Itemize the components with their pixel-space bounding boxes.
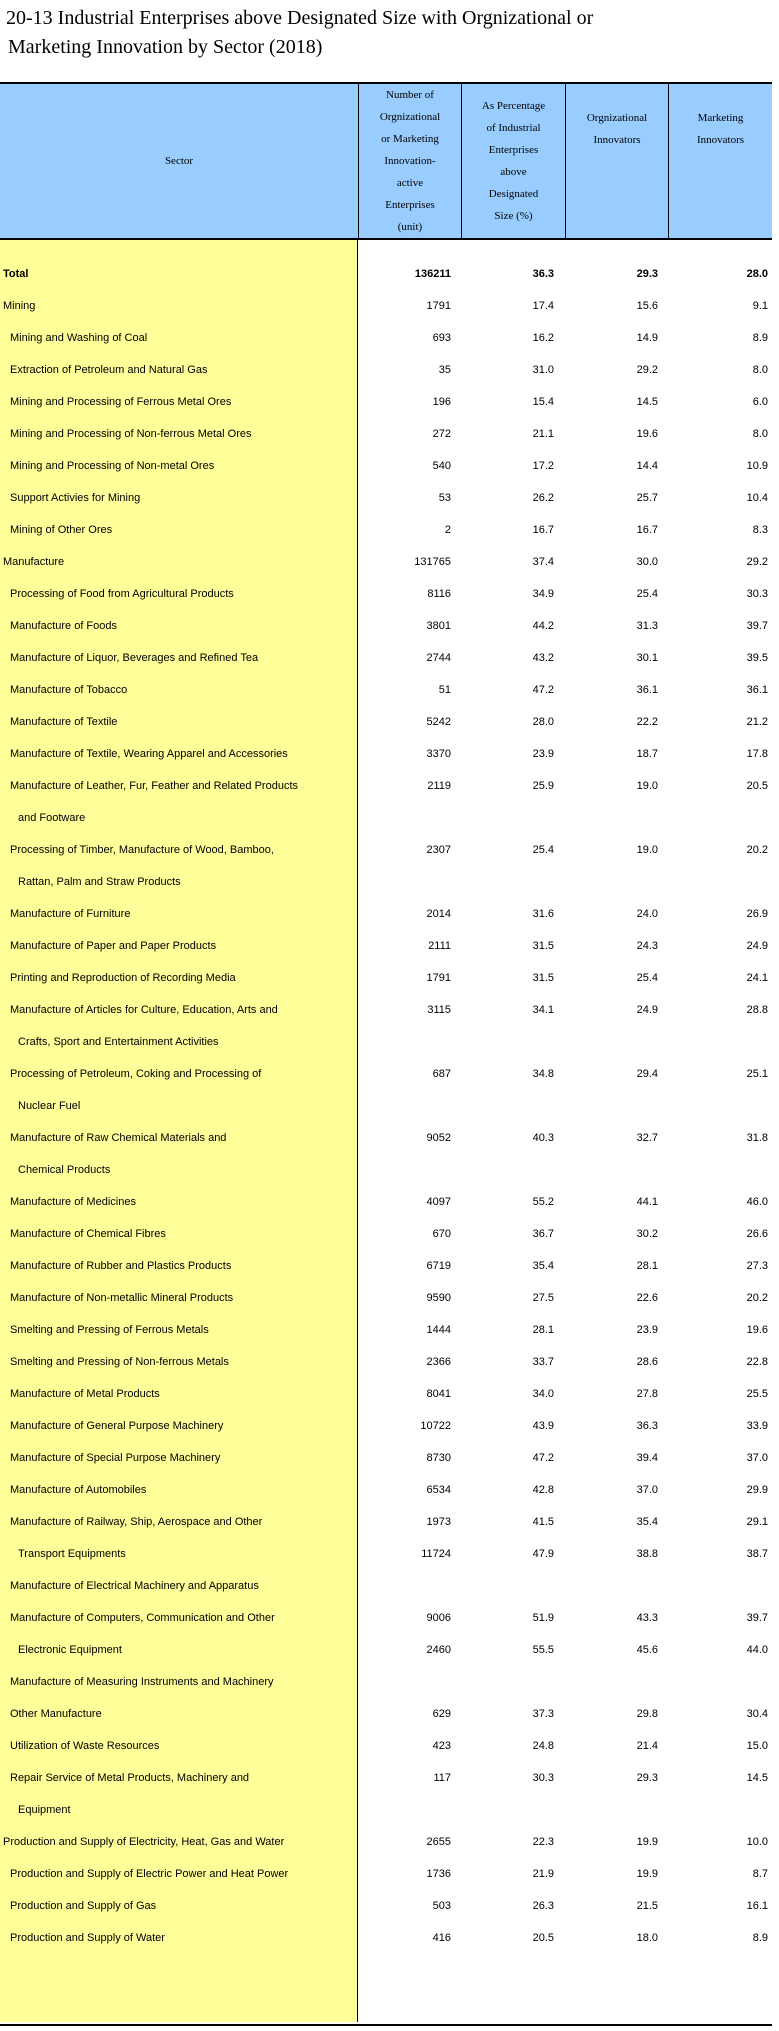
table-header (0, 84, 772, 240)
table-row (0, 738, 772, 770)
table-row (0, 1890, 772, 1922)
enterprise-count-cell: 693 (432, 332, 451, 344)
table-row (0, 610, 772, 642)
sector-name-continued: and Footware (18, 812, 86, 824)
percentage-cell: 36.3 (532, 268, 554, 280)
marketing-innovators-cell: 26.9 (746, 908, 768, 920)
organizational-innovators-cell: 29.4 (636, 1068, 658, 1080)
marketing-innovators-cell: 25.5 (746, 1388, 768, 1400)
percentage-cell: 15.4 (532, 396, 554, 408)
enterprise-count-cell: 196 (432, 396, 451, 408)
sector-name: Total (3, 268, 29, 280)
organizational-innovators-cell: 36.3 (636, 1420, 658, 1432)
sector-name: Manufacture of General Purpose Machinery (10, 1420, 224, 1432)
enterprise-count-cell: 136211 (414, 268, 451, 280)
enterprise-count-cell: 8116 (427, 588, 451, 600)
enterprise-count-cell: 2 (444, 524, 451, 536)
sector-name: Manufacture of Non-metallic Mineral Products (10, 1292, 234, 1304)
sector-name: Manufacture of Computers, Communication and Other (10, 1612, 275, 1624)
organizational-innovators-cell: 19.9 (636, 1836, 658, 1848)
marketing-innovators-cell: 37.0 (746, 1452, 768, 1464)
sector-name: Manufacture of Railway, Ship, Aerospace and Other (10, 1516, 263, 1528)
organizational-innovators-cell: 43.3 (636, 1612, 658, 1624)
percentage-cell: 20.5 (532, 1932, 554, 1944)
marketing-innovators-cell: 10.4 (746, 492, 768, 504)
organizational-innovators-cell: 25.7 (636, 492, 658, 504)
percentage-cell: 35.4 (532, 1260, 554, 1272)
sector-name: Transport Equipments (18, 1548, 126, 1560)
enterprise-count-cell: 6534 (426, 1484, 451, 1496)
table-row (0, 1922, 772, 1954)
marketing-innovators-cell: 29.2 (746, 556, 768, 568)
marketing-innovators-cell: 39.5 (746, 652, 768, 664)
sector-name: Support Activies for Mining (10, 492, 141, 504)
sector-name: Production and Supply of Electric Power and Heat Power (10, 1868, 289, 1880)
marketing-innovators-cell: 20.2 (746, 1292, 768, 1304)
percentage-cell: 42.8 (532, 1484, 554, 1496)
table-row (0, 1858, 772, 1890)
marketing-innovators-cell: 30.3 (746, 588, 768, 600)
enterprise-count-cell: 687 (432, 1068, 451, 1080)
table-row (0, 1730, 772, 1762)
percentage-cell: 28.1 (532, 1324, 554, 1336)
table-row (0, 1538, 772, 1570)
percentage-cell: 25.4 (532, 844, 554, 856)
enterprise-count-cell: 2744 (426, 652, 451, 664)
percentage-cell: 36.7 (532, 1228, 554, 1240)
marketing-innovators-cell: 29.1 (746, 1516, 768, 1528)
table-row (0, 1410, 772, 1442)
marketing-innovators-cell: 8.7 (752, 1868, 768, 1880)
sector-name-continued: Rattan, Palm and Straw Products (18, 876, 181, 888)
sector-name: Manufacture of Textile (10, 716, 118, 728)
percentage-cell: 34.1 (532, 1004, 554, 1016)
table-row (0, 1826, 772, 1858)
organizational-innovators-cell: 39.4 (636, 1452, 658, 1464)
organizational-innovators-cell: 36.1 (636, 684, 658, 696)
table-row (0, 1698, 772, 1730)
enterprise-count-cell: 540 (432, 460, 451, 472)
sector-name: Production and Supply of Gas (10, 1900, 157, 1912)
percentage-cell: 25.9 (532, 780, 554, 792)
marketing-innovators-cell: 29.9 (746, 1484, 768, 1496)
enterprise-count-cell: 8041 (426, 1388, 451, 1400)
marketing-innovators-cell: 9.1 (752, 300, 768, 312)
table-row (0, 1666, 772, 1698)
sector-name: Mining of Other Ores (10, 524, 113, 536)
enterprise-count-cell: 6719 (426, 1260, 451, 1272)
table-row (0, 706, 772, 738)
enterprise-count-cell: 2014 (426, 908, 451, 920)
organizational-innovators-cell: 28.6 (636, 1356, 658, 1368)
organizational-innovators-cell: 25.4 (636, 972, 658, 984)
organizational-innovators-cell: 18.7 (636, 748, 658, 760)
organizational-innovators-cell: 35.4 (636, 1516, 658, 1528)
enterprise-count-cell: 1736 (426, 1868, 451, 1880)
organizational-innovators-cell: 22.2 (636, 716, 658, 728)
table-row (0, 1186, 772, 1218)
marketing-innovators-cell: 46.0 (746, 1196, 768, 1208)
enterprise-count-cell: 4097 (426, 1196, 451, 1208)
percentage-cell: 30.3 (532, 1772, 554, 1784)
sector-name: Other Manufacture (10, 1708, 102, 1720)
organizational-innovators-cell: 25.4 (636, 588, 658, 600)
percentage-cell: 55.2 (532, 1196, 554, 1208)
organizational-innovators-cell: 29.3 (636, 268, 658, 280)
sector-name: Mining (3, 300, 36, 312)
organizational-innovators-cell: 21.4 (636, 1740, 658, 1752)
percentage-cell: 47.9 (532, 1548, 554, 1560)
organizational-innovators-cell: 30.0 (636, 556, 658, 568)
enterprise-count-cell: 272 (432, 428, 451, 440)
table-row (0, 1122, 772, 1186)
percentage-cell: 26.3 (532, 1900, 554, 1912)
organizational-innovators-cell: 19.0 (636, 780, 658, 792)
enterprise-count-cell: 2307 (426, 844, 451, 856)
organizational-innovators-cell: 14.9 (636, 332, 658, 344)
organizational-innovators-cell: 16.7 (636, 524, 658, 536)
marketing-innovators-cell: 16.1 (746, 1900, 768, 1912)
enterprise-count-cell: 3115 (427, 1004, 451, 1016)
percentage-cell: 21.1 (532, 428, 554, 440)
marketing-innovators-cell: 28.8 (746, 1004, 768, 1016)
percentage-cell: 37.3 (532, 1708, 554, 1720)
organizational-innovators-cell: 27.8 (636, 1388, 658, 1400)
enterprise-count-cell: 2366 (426, 1356, 451, 1368)
table-row (0, 1250, 772, 1282)
enterprise-count-cell: 2111 (428, 940, 451, 952)
marketing-innovators-cell: 20.5 (746, 780, 768, 792)
table-row (0, 962, 772, 994)
percentage-cell: 26.2 (532, 492, 554, 504)
sector-name: Utilization of Waste Resources (10, 1740, 160, 1752)
sector-name: Manufacture of Automobiles (10, 1484, 147, 1496)
percentage-cell: 34.9 (532, 588, 554, 600)
percentage-cell: 17.2 (532, 460, 554, 472)
sector-name: Mining and Washing of Coal (10, 332, 148, 344)
sector-name: Manufacture of Metal Products (10, 1388, 160, 1400)
table-row (0, 834, 772, 898)
organizational-innovators-cell: 24.9 (636, 1004, 658, 1016)
sector-name: Manufacture of Special Purpose Machinery (10, 1452, 221, 1464)
organizational-innovators-cell: 37.0 (636, 1484, 658, 1496)
sector-name: Processing of Petroleum, Coking and Processing of Nuclear Fuel (10, 1058, 355, 1122)
sector-name: Mining and Processing of Ferrous Metal Ores (10, 396, 232, 408)
marketing-innovators-cell: 39.7 (746, 620, 768, 632)
organizational-innovators-cell: 21.5 (636, 1900, 658, 1912)
organizational-innovators-cell: 24.3 (636, 940, 658, 952)
sector-name: Processing of Food from Agricultural Products (10, 588, 234, 600)
table-row (0, 1346, 772, 1378)
table-row (0, 578, 772, 610)
organizational-innovators-cell: 29.8 (636, 1708, 658, 1720)
enterprise-count-cell: 3801 (426, 620, 451, 632)
header-marketing-innovators: Marketing Innovators (668, 84, 772, 238)
sector-name: Manufacture of Furniture (10, 908, 131, 920)
sector-name: Manufacture (3, 556, 65, 568)
organizational-innovators-cell: 19.0 (636, 844, 658, 856)
sector-name-continued: Crafts, Sport and Entertainment Activities (18, 1036, 219, 1048)
percentage-cell: 33.7 (532, 1356, 554, 1368)
percentage-cell: 16.7 (532, 524, 554, 536)
table-row (0, 1474, 772, 1506)
sector-name: Manufacture of Liquor, Beverages and Refined Tea (10, 652, 259, 664)
sector-name: Mining and Processing of Non-metal Ores (10, 460, 215, 472)
marketing-innovators-cell: 22.8 (746, 1356, 768, 1368)
table-row (0, 1634, 772, 1666)
marketing-innovators-cell: 19.6 (746, 1324, 768, 1336)
organizational-innovators-cell: 31.3 (636, 620, 658, 632)
marketing-innovators-cell: 8.3 (752, 524, 768, 536)
percentage-cell: 17.4 (532, 300, 554, 312)
sector-name: Manufacture of Chemical Fibres (10, 1228, 166, 1240)
sector-name: Extraction of Petroleum and Natural Gas (10, 364, 208, 376)
table-row (0, 930, 772, 962)
sector-name: Production and Supply of Water (10, 1932, 165, 1944)
marketing-innovators-cell: 10.9 (746, 460, 768, 472)
header-organizational-innovators: Orgnizational Innovators (565, 84, 668, 238)
sector-name: Manufacture of Raw Chemical Materials and Chemical Products (10, 1122, 355, 1186)
sector-name-continued: Chemical Products (18, 1164, 111, 1176)
table-row (0, 674, 772, 706)
marketing-innovators-cell: 8.9 (752, 1932, 768, 1944)
organizational-innovators-cell: 30.2 (636, 1228, 658, 1240)
enterprise-count-cell: 1791 (426, 300, 451, 312)
marketing-innovators-cell: 14.5 (746, 1772, 768, 1784)
percentage-cell: 16.2 (532, 332, 554, 344)
marketing-innovators-cell: 24.9 (746, 940, 768, 952)
sector-name: Manufacture of Tobacco (10, 684, 128, 696)
table-row (0, 770, 772, 834)
organizational-innovators-cell: 32.7 (636, 1132, 658, 1144)
organizational-innovators-cell: 18.0 (636, 1932, 658, 1944)
organizational-innovators-cell: 19.9 (636, 1868, 658, 1880)
organizational-innovators-cell: 23.9 (636, 1324, 658, 1336)
organizational-innovators-cell: 14.5 (636, 396, 658, 408)
percentage-cell: 47.2 (532, 1452, 554, 1464)
organizational-innovators-cell: 22.6 (636, 1292, 658, 1304)
sector-name: Smelting and Pressing of Ferrous Metals (10, 1324, 209, 1336)
sector-name: Production and Supply of Electricity, Heat, Gas and Water (3, 1836, 285, 1848)
table-row (0, 418, 772, 450)
table-row (0, 514, 772, 546)
marketing-innovators-cell: 31.8 (746, 1132, 768, 1144)
marketing-innovators-cell: 28.0 (746, 268, 768, 280)
percentage-cell: 43.9 (532, 1420, 554, 1432)
enterprise-count-cell: 117 (433, 1772, 451, 1784)
table-row (0, 1378, 772, 1410)
percentage-cell: 40.3 (532, 1132, 554, 1144)
header-enterprise-count: Number of Orgnizational or Marketing Innovation- active Enterprises (unit) (358, 84, 461, 238)
table-row (0, 482, 772, 514)
sector-name: Manufacture of Measuring Instruments and Machinery (10, 1676, 274, 1688)
title-line-1: 20-13 Industrial Enterprises above Designated Size with Orgnizational or (6, 7, 594, 29)
percentage-cell: 24.8 (532, 1740, 554, 1752)
marketing-innovators-cell: 8.0 (752, 364, 768, 376)
enterprise-count-cell: 11724 (421, 1548, 451, 1560)
sector-name-continued: Equipment (18, 1804, 71, 1816)
sector-name: Smelting and Pressing of Non-ferrous Metals (10, 1356, 229, 1368)
organizational-innovators-cell: 24.0 (636, 908, 658, 920)
enterprise-count-cell: 1444 (426, 1324, 451, 1336)
enterprise-count-cell: 35 (438, 364, 451, 376)
enterprise-count-cell: 1791 (426, 972, 451, 984)
sector-name: Repair Service of Metal Products, Machinery and Equipment (10, 1762, 355, 1826)
enterprise-count-cell: 2119 (427, 780, 451, 792)
table-row (0, 1570, 772, 1602)
marketing-innovators-cell: 39.7 (746, 1612, 768, 1624)
percentage-cell: 41.5 (532, 1516, 554, 1528)
organizational-innovators-cell: 28.1 (636, 1260, 658, 1272)
percentage-cell: 21.9 (532, 1868, 554, 1880)
percentage-cell: 22.3 (532, 1836, 554, 1848)
marketing-innovators-cell: 38.7 (746, 1548, 768, 1560)
sector-name: Manufacture of Electrical Machinery and Apparatus (10, 1580, 259, 1592)
data-table (0, 82, 772, 2026)
table-row (0, 1506, 772, 1538)
table-row (0, 354, 772, 386)
enterprise-count-cell: 9006 (426, 1612, 451, 1624)
sector-name: Manufacture of Articles for Culture, Education, Arts and Crafts, Sport and Entertainment Activities (10, 994, 355, 1058)
percentage-cell: 44.2 (532, 620, 554, 632)
percentage-cell: 31.0 (532, 364, 554, 376)
organizational-innovators-cell: 14.4 (636, 460, 658, 472)
marketing-innovators-cell: 8.0 (752, 428, 768, 440)
percentage-cell: 34.0 (532, 1388, 554, 1400)
table-row (0, 1762, 772, 1826)
enterprise-count-cell: 10722 (420, 1420, 451, 1432)
enterprise-count-cell: 131765 (414, 556, 451, 568)
table-row (0, 1442, 772, 1474)
table-row (0, 290, 772, 322)
percentage-cell: 37.4 (532, 556, 554, 568)
table-row (0, 898, 772, 930)
marketing-innovators-cell: 10.0 (746, 1836, 768, 1848)
enterprise-count-cell: 51 (438, 684, 451, 696)
sector-name: Mining and Processing of Non-ferrous Metal Ores (10, 428, 252, 440)
enterprise-count-cell: 670 (432, 1228, 451, 1240)
marketing-innovators-cell: 33.9 (746, 1420, 768, 1432)
marketing-innovators-cell: 17.8 (746, 748, 768, 760)
enterprise-count-cell: 5242 (426, 716, 451, 728)
enterprise-count-cell: 503 (432, 1900, 451, 1912)
percentage-cell: 51.9 (532, 1612, 554, 1624)
marketing-innovators-cell: 20.2 (746, 844, 768, 856)
table-row (0, 1218, 772, 1250)
marketing-innovators-cell: 36.1 (746, 684, 768, 696)
header-sector: Sector (164, 155, 194, 167)
marketing-innovators-cell: 8.9 (752, 332, 768, 344)
percentage-cell: 23.9 (532, 748, 554, 760)
percentage-cell: 34.8 (532, 1068, 554, 1080)
table-row (0, 1314, 772, 1346)
table-body (0, 258, 772, 1954)
percentage-cell: 47.2 (532, 684, 554, 696)
marketing-innovators-cell: 15.0 (746, 1740, 768, 1752)
percentage-cell: 31.6 (532, 908, 554, 920)
enterprise-count-cell: 1973 (426, 1516, 451, 1528)
sector-name: Electronic Equipment (18, 1644, 122, 1656)
sector-name: Processing of Timber, Manufacture of Wood, Bamboo, Rattan, Palm and Straw Products (10, 834, 355, 898)
organizational-innovators-cell: 44.1 (636, 1196, 658, 1208)
enterprise-count-cell: 53 (438, 492, 451, 504)
table-row (0, 642, 772, 674)
table-row (0, 450, 772, 482)
table-title (6, 4, 593, 62)
marketing-innovators-cell: 25.1 (746, 1068, 768, 1080)
table-row (0, 386, 772, 418)
sector-name-continued: Nuclear Fuel (18, 1100, 81, 1112)
enterprise-count-cell: 9590 (426, 1292, 451, 1304)
sector-name: Printing and Reproduction of Recording Media (10, 972, 236, 984)
sector-name: Manufacture of Rubber and Plastics Products (10, 1260, 232, 1272)
table-row (0, 546, 772, 578)
header-percentage: As Percentage of Industrial Enterprises above Designated Size (%) (461, 84, 565, 238)
enterprise-count-cell: 629 (432, 1708, 451, 1720)
sector-name: Manufacture of Foods (10, 620, 118, 632)
marketing-innovators-cell: 30.4 (746, 1708, 768, 1720)
enterprise-count-cell: 416 (432, 1932, 451, 1944)
sector-name: Manufacture of Leather, Fur, Feather and Related Products and Footware (10, 770, 355, 834)
percentage-cell: 55.5 (532, 1644, 554, 1656)
percentage-cell: 27.5 (532, 1292, 554, 1304)
table-row (0, 258, 772, 290)
organizational-innovators-cell: 29.2 (636, 364, 658, 376)
marketing-innovators-cell: 24.1 (746, 972, 768, 984)
marketing-innovators-cell: 44.0 (746, 1644, 768, 1656)
marketing-innovators-cell: 21.2 (746, 716, 768, 728)
percentage-cell: 28.0 (532, 716, 554, 728)
enterprise-count-cell: 423 (432, 1740, 451, 1752)
percentage-cell: 31.5 (532, 972, 554, 984)
enterprise-count-cell: 3370 (426, 748, 451, 760)
organizational-innovators-cell: 30.1 (636, 652, 658, 664)
enterprise-count-cell: 2460 (426, 1644, 451, 1656)
table-row (0, 1602, 772, 1634)
table-row (0, 1282, 772, 1314)
table-row (0, 994, 772, 1058)
marketing-innovators-cell: 26.6 (746, 1228, 768, 1240)
organizational-innovators-cell: 29.3 (636, 1772, 658, 1784)
percentage-cell: 31.5 (532, 940, 554, 952)
enterprise-count-cell: 8730 (426, 1452, 451, 1464)
table-row (0, 1058, 772, 1122)
enterprise-count-cell: 9052 (426, 1132, 451, 1144)
percentage-cell: 43.2 (532, 652, 554, 664)
organizational-innovators-cell: 15.6 (636, 300, 658, 312)
marketing-innovators-cell: 6.0 (752, 396, 768, 408)
organizational-innovators-cell: 38.8 (636, 1548, 658, 1560)
title-line-2: Marketing Innovation by Sector (2018) (8, 36, 323, 58)
sector-name: Manufacture of Textile, Wearing Apparel and Accessories (10, 748, 288, 760)
organizational-innovators-cell: 45.6 (636, 1644, 658, 1656)
marketing-innovators-cell: 27.3 (746, 1260, 768, 1272)
sector-name: Manufacture of Medicines (10, 1196, 136, 1208)
organizational-innovators-cell: 19.6 (636, 428, 658, 440)
table-row (0, 322, 772, 354)
sector-name: Manufacture of Paper and Paper Products (10, 940, 217, 952)
enterprise-count-cell: 2655 (426, 1836, 451, 1848)
